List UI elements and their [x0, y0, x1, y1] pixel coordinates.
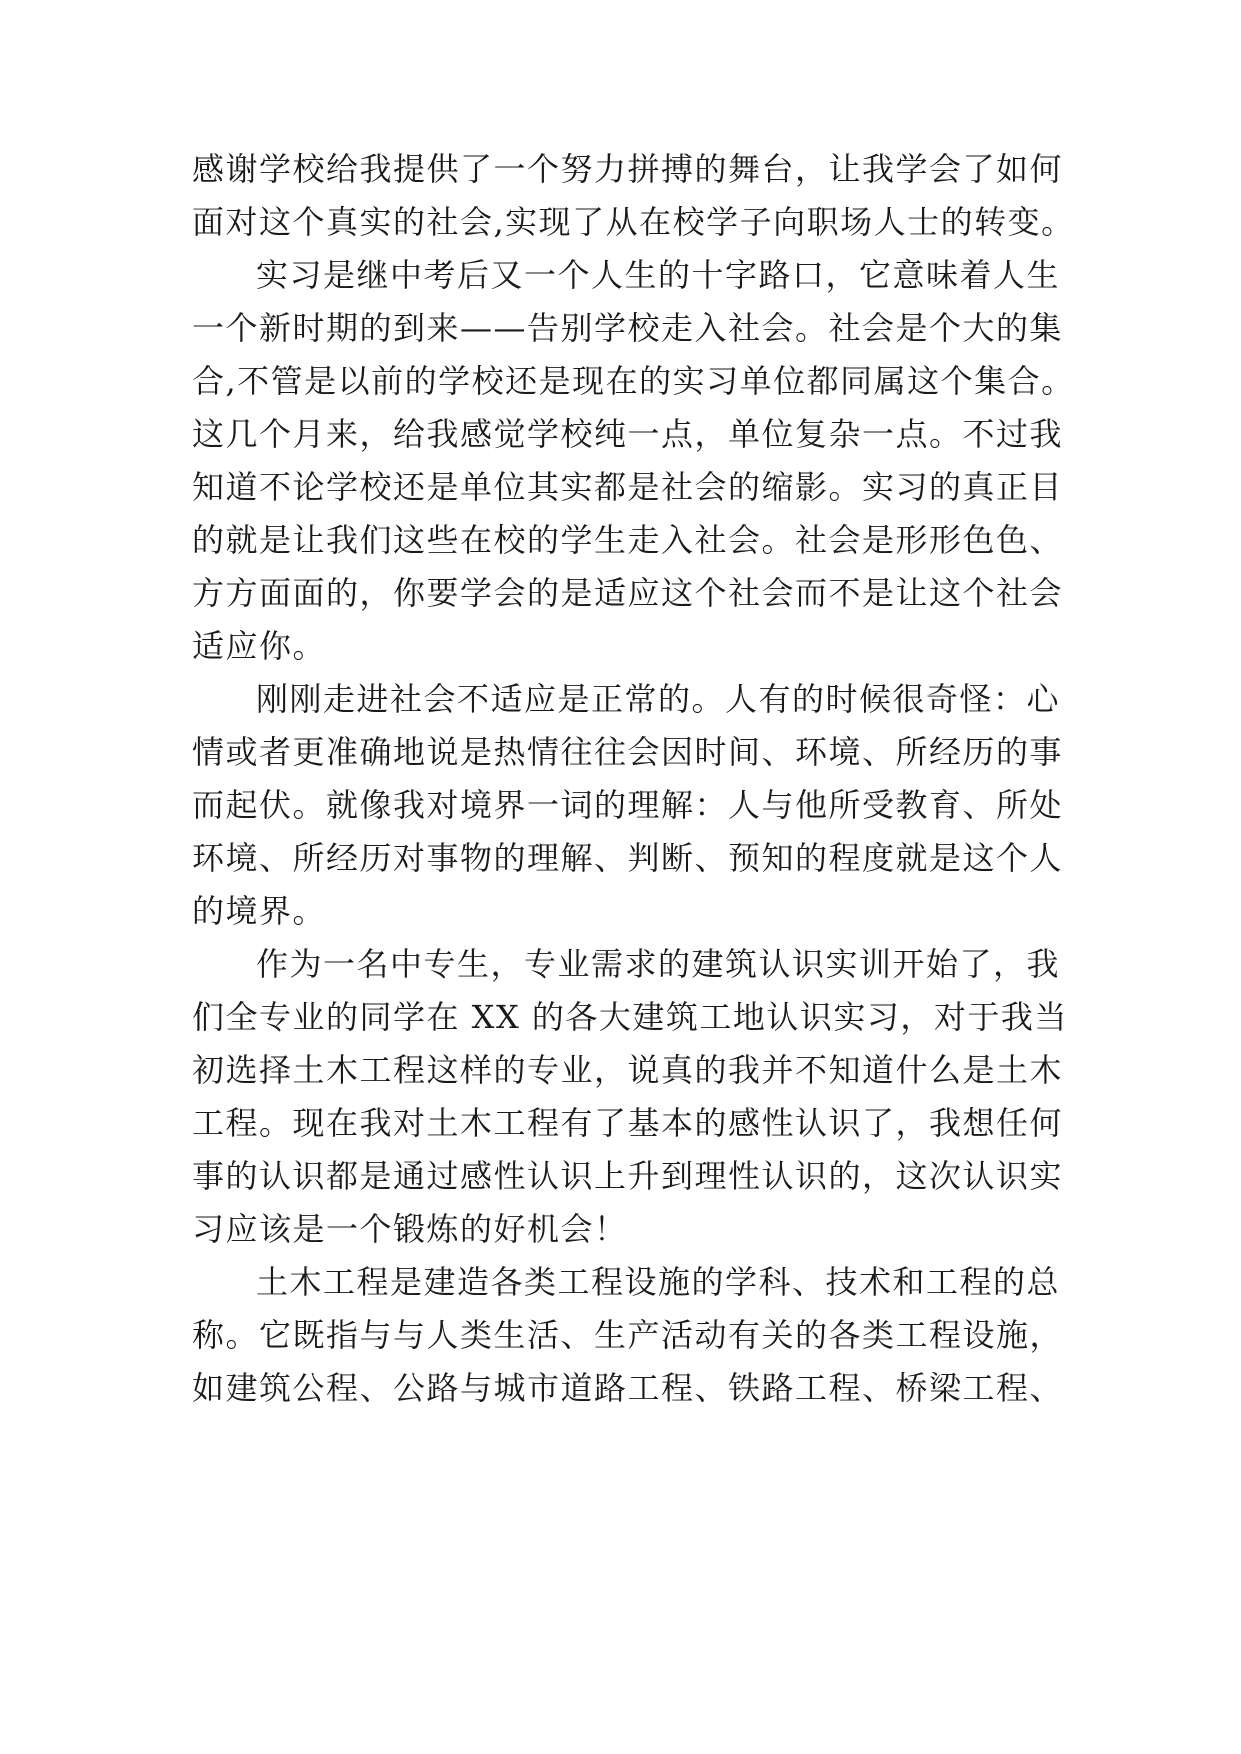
text-line: 知道不论学校还是单位其实都是社会的缩影。实习的真正目	[192, 468, 1064, 506]
text-line: 适应你。	[192, 627, 327, 665]
text-line: 称。它既指与与人类生活、生产活动有关的各类工程设施，	[192, 1316, 1064, 1354]
text-line: 的就是让我们这些在校的学生走入社会。社会是形形色色、	[192, 521, 1064, 559]
text-line: 面对这个真实的社会,实现了从在校学子向职场人士的转变。	[192, 203, 1075, 241]
paragraph-first-line: 作为一名中专生，专业需求的建筑认识实训开始了，我	[256, 945, 1061, 983]
text-line: 合,不管是以前的学校还是现在的实习单位都同属这个集合。	[192, 362, 1075, 400]
text-line: 们全专业的同学在 XX 的各大建筑工地认识实习，对于我当	[192, 998, 1068, 1036]
text-line: 工程。现在我对土木工程有了基本的感性认识了，我想任何	[192, 1104, 1064, 1142]
paragraph-first-line: 土木工程是建造各类工程设施的学科、技术和工程的总	[256, 1263, 1061, 1301]
text-line: 方方面面的，你要学会的是适应这个社会而不是让这个社会	[192, 574, 1064, 612]
text-line: 这几个月来，给我感觉学校纯一点，单位复杂一点。不过我	[192, 415, 1064, 453]
text-line: 事的认识都是通过感性认识上升到理性认识的，这次认识实	[192, 1157, 1064, 1195]
text-line: 情或者更准确地说是热情往往会因时间、环境、所经历的事	[192, 733, 1064, 771]
text-line: 习应该是一个锻炼的好机会！	[192, 1210, 628, 1248]
text-line: 一个新时期的到来——告别学校走入社会。社会是个大的集	[192, 309, 1064, 347]
text-line: 而起伏。就像我对境界一词的理解：人与他所受教育、所处	[192, 786, 1064, 824]
paragraph-first-line: 实习是继中考后又一个人生的十字路口，它意味着人生	[256, 256, 1061, 294]
text-line: 感谢学校给我提供了一个努力拼搏的舞台，让我学会了如何	[192, 150, 1064, 188]
text-line: 环境、所经历对事物的理解、判断、预知的程度就是这个人	[192, 839, 1064, 877]
text-line: 如建筑公程、公路与城市道路工程、铁路工程、桥梁工程、	[192, 1369, 1064, 1407]
paragraph-first-line: 刚刚走进社会不适应是正常的。人有的时候很奇怪：心	[256, 680, 1061, 718]
text-line: 的境界。	[192, 892, 327, 930]
text-line: 初选择土木工程这样的专业，说真的我并不知道什么是土木	[192, 1051, 1064, 1089]
